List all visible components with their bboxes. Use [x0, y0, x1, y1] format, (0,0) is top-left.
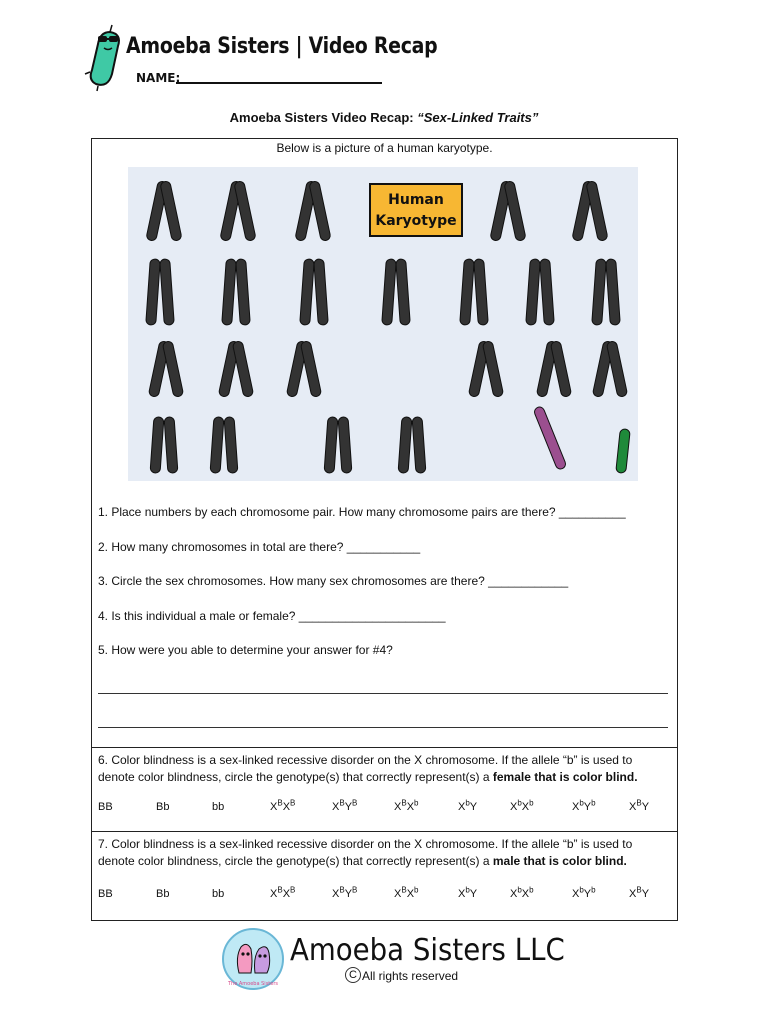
footer-rights: All rights reserved [362, 969, 459, 983]
chromosome [160, 259, 175, 326]
chromosome [164, 417, 178, 474]
karyotype-image [128, 167, 638, 481]
chromosome [146, 259, 161, 326]
genotype-option[interactable]: $X^BY^B$ [332, 798, 358, 813]
chromosome [232, 341, 253, 398]
genotype-option[interactable]: $X^BY^B$ [332, 885, 358, 900]
chromosome [550, 341, 571, 398]
chromosome [300, 259, 315, 326]
chromosome [606, 341, 627, 398]
karyotype-section [91, 138, 678, 748]
chromosome [162, 341, 183, 398]
answer-line[interactable] [98, 727, 668, 728]
question-6-text: 6. Color blindness is a sex-linked recessive disorder on the X chromosome. If the allele “b” is used to denote color blindness, circle the genotype(s) that correctly represent(s) a female that is color blind. [98, 753, 638, 784]
genotype-option[interactable]: Bb [156, 801, 170, 813]
question-3: 3. Circle the sex chromosomes. How many sex chromosomes are there? ____________ [98, 574, 569, 588]
question-7-text: 7. Color blindness is a sex-linked recessive disorder on the X chromosome. If the allele “b” is used to denote color blindness, circle the genotype(s) that correctly represent(s) a male that is color blind. [98, 837, 633, 868]
chromosome [210, 417, 224, 474]
amoeba-sisters-logo [221, 927, 285, 991]
genotype-option[interactable]: $X^BY$ [629, 885, 650, 900]
genotype-option[interactable]: $X^bY$ [458, 885, 478, 900]
chromosome [224, 417, 238, 474]
question-2: 2. How many chromosomes in total are there? ___________ [98, 540, 421, 554]
chromosome [412, 417, 426, 474]
genotype-option[interactable]: BB [98, 801, 113, 813]
amoeba-mascot-logo [84, 22, 128, 92]
chromosome [533, 406, 567, 471]
genotype-option[interactable]: $X^bY^b$ [572, 885, 596, 900]
chromosome [504, 181, 526, 242]
karyotype-drawing [128, 167, 638, 481]
genotype-option[interactable]: $X^bX^b$ [510, 798, 534, 813]
chromosome [586, 181, 608, 242]
chromosome [236, 259, 251, 326]
genotype-option[interactable]: $X^BX^b$ [394, 885, 419, 900]
chromosome [398, 417, 412, 474]
header-title: Amoeba Sisters | Video Recap [126, 34, 438, 59]
genotype-option[interactable]: Bb [156, 888, 170, 900]
karyotype-label-line1: Human [388, 192, 444, 208]
chromosome [300, 341, 321, 398]
chromosome [592, 259, 607, 326]
answer-line[interactable] [98, 693, 668, 694]
chromosome [160, 181, 182, 242]
copyright-icon: C [345, 967, 361, 983]
chromosome [309, 181, 331, 242]
genotype-option[interactable]: $X^bY$ [458, 798, 478, 813]
footer-brand: Amoeba Sisters LLC [290, 933, 565, 968]
question-6-section [91, 747, 678, 832]
genotype-option[interactable]: $X^bY^b$ [572, 798, 596, 813]
chromosome [526, 259, 541, 326]
genotype-option[interactable]: bb [212, 801, 225, 813]
chromosome [382, 259, 397, 326]
genotype-option[interactable]: $X^BX^B$ [270, 798, 296, 813]
chromosome [324, 417, 338, 474]
chromosome [396, 259, 411, 326]
chromosome [338, 417, 352, 474]
genotype-option[interactable]: $X^BY$ [629, 798, 650, 813]
chromosome [482, 341, 503, 398]
question-7-section [91, 831, 678, 921]
chromosome [460, 259, 475, 326]
genotype-option[interactable]: $X^bX^b$ [510, 885, 534, 900]
name-field[interactable] [176, 82, 382, 84]
worksheet-title: Amoeba Sisters Video Recap: “Sex-Linked Traits” [229, 110, 539, 125]
logo-ring-text: The Amoeba Sisters [227, 981, 279, 987]
name-label: NAME: [136, 71, 181, 85]
chromosome [234, 181, 256, 242]
question-4: 4. Is this individual a male or female? ______________________ [98, 609, 446, 623]
chromosome [314, 259, 329, 326]
question-1: 1. Place numbers by each chromosome pair. How many chromosome pairs are there? __________ [98, 505, 626, 519]
chromosome [474, 259, 489, 326]
karyotype-caption: Below is a picture of a human karyotype. [276, 141, 493, 155]
genotype-option[interactable]: $X^BX^b$ [394, 798, 419, 813]
chromosome [150, 417, 164, 474]
chromosome [616, 429, 631, 474]
chromosome [540, 259, 555, 326]
genotype-option[interactable]: bb [212, 888, 225, 900]
karyotype-label-line2: Karyotype [375, 213, 457, 229]
genotype-option[interactable]: BB [98, 888, 113, 900]
chromosome [222, 259, 237, 326]
chromosome [606, 259, 621, 326]
genotype-option[interactable]: $X^BX^B$ [270, 885, 296, 900]
question-5: 5. How were you able to determine your answer for #4? [98, 643, 393, 657]
